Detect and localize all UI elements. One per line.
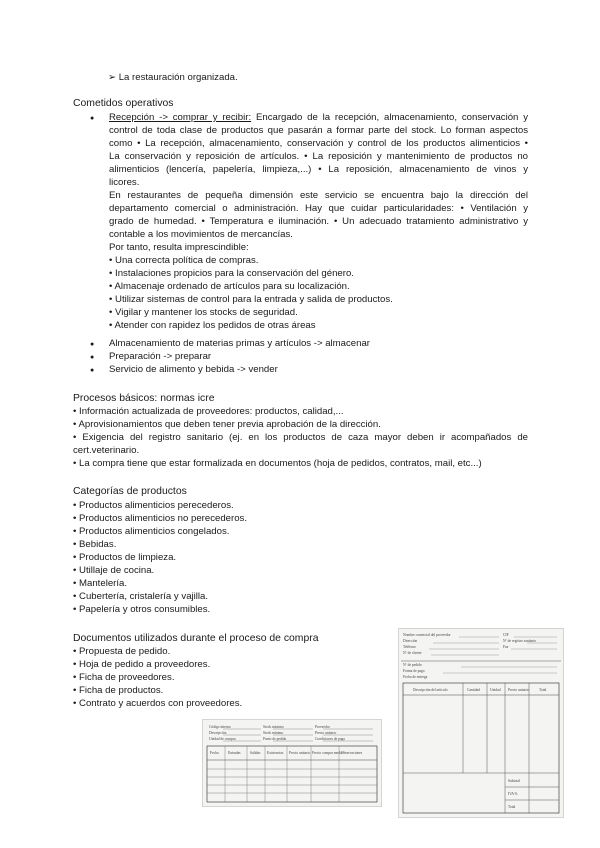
categoria-item: • Productos alimenticios no perecederos. bbox=[73, 513, 248, 524]
form-field-label: Unidad de compra bbox=[209, 737, 236, 741]
bullet-marker: ● bbox=[90, 115, 95, 122]
bullet-marker: ● bbox=[90, 354, 95, 361]
totals-label: IVA % bbox=[508, 792, 518, 796]
scanned-order-sheet-image bbox=[398, 628, 564, 818]
product-card-drawing bbox=[203, 720, 381, 806]
recepcion-item bbox=[109, 111, 528, 332]
imprescindible-intro: Por tanto, resulta imprescindible: bbox=[109, 242, 249, 253]
pequena-dimension-line-1: En restaurantes de pequeña dimensión este servicio se encuentra bajo la dirección del bbox=[109, 190, 528, 201]
table-column-header: Existencias bbox=[267, 751, 284, 755]
documento-item: • Ficha de proveedores. bbox=[73, 672, 175, 683]
bullet-marker: ● bbox=[90, 367, 95, 374]
documento-item: • Contrato y acuerdos con proveedores. bbox=[73, 698, 243, 709]
form-field-label: Nº de registro sanitario bbox=[503, 639, 537, 643]
categoria-item: • Bebidas. bbox=[73, 539, 117, 550]
table-column-header: Total bbox=[539, 688, 547, 692]
form-field-label: Stock mínimo bbox=[263, 731, 284, 735]
top-list-item bbox=[108, 71, 238, 84]
totals-label: Total bbox=[508, 805, 516, 809]
procesos-line: • Información actualizada de proveedores: productos, calidad,... bbox=[73, 406, 344, 417]
arrow-marker: ➢ bbox=[108, 72, 117, 83]
form-field-label: Precio unitario bbox=[315, 731, 337, 735]
table-column-header: Observaciones bbox=[341, 751, 363, 755]
top-list-item-text: La restauración organizada. bbox=[118, 72, 238, 83]
recepcion-lead: Recepción -> comprar y recibir: bbox=[109, 112, 252, 123]
procesos-list bbox=[73, 405, 528, 470]
form-field-label: Stock máximo bbox=[263, 725, 284, 729]
procesos-line: • Aprovisionamientos que deben tener previa aprobación de la dirección. bbox=[73, 419, 381, 430]
categoria-item: • Papelería y otros consumibles. bbox=[73, 604, 211, 615]
form-field-label: Fecha de entrega bbox=[403, 675, 428, 679]
preparacion-item: Preparación -> preparar bbox=[109, 351, 212, 362]
form-field-label: Nº de cliente bbox=[403, 651, 422, 655]
recepcion-line-4: alimenticios (lencería, papelería, limpieza,...) • La reposición, almacenamiento de vinos y bbox=[109, 164, 528, 175]
form-field-label: CIF bbox=[503, 633, 509, 637]
recepcion-line-2: como • La recepción, almacenamiento, conservación y control de los productos alimenticios • bbox=[109, 138, 528, 149]
table-column-header: Unidad bbox=[490, 688, 501, 692]
documento-item: • Hoja de pedido a proveedores. bbox=[73, 659, 211, 670]
categoria-item: • Cubertería, cristalería y vajilla. bbox=[73, 591, 209, 602]
form-field-label: Descripción bbox=[209, 731, 227, 735]
pequena-dimension-line-2: departamento comercial o administración. Hay que cuidar particularidades: • Ventilación y bbox=[109, 203, 528, 214]
procesos-line: • Exigencia del registro sanitario (ej. en los productos de caza mayor deben ir acompañados de bbox=[73, 432, 528, 443]
recepcion-line-1: control de toda clase de productos que pasarán a formar parte del stock. Lo forman aspectos bbox=[109, 125, 528, 136]
totals-label: Subtotal bbox=[508, 779, 520, 783]
sub-list-item: • Atender con rapidez los pedidos de otras áreas bbox=[109, 320, 316, 331]
documentos-heading: Documentos utilizados durante el proceso de compra bbox=[73, 633, 319, 644]
categoria-item: • Mantelería. bbox=[73, 578, 128, 589]
recepcion-line-3: La conservación y reposición de artículos. • La reposición y mantenimiento de productos no bbox=[109, 151, 528, 162]
documento-item: • Ficha de productos. bbox=[73, 685, 164, 696]
categorias-heading: Categorías de productos bbox=[73, 486, 187, 497]
form-field-label: Nº de pedido bbox=[403, 663, 422, 667]
almacenamiento-item: Almacenamiento de materias primas y artículos -> almacenar bbox=[109, 338, 371, 349]
table-column-header: Entradas bbox=[228, 751, 241, 755]
procesos-line: • La compra tiene que estar formalizada en documentos (hoja de pedidos, contratos, mail, etc...) bbox=[73, 458, 482, 469]
form-field-label: Condiciones de pago bbox=[315, 737, 346, 741]
sub-list-item: • Una correcta política de compras. bbox=[109, 255, 259, 266]
sub-list-item: • Vigilar y mantener los stocks de seguridad. bbox=[109, 307, 298, 318]
form-field-label: Código interno bbox=[209, 725, 231, 729]
form-field-label: Nombre comercial del proveedor bbox=[403, 633, 451, 637]
table-column-header: Precio unitario bbox=[508, 688, 530, 692]
table-column-header: Precio compra medio bbox=[312, 751, 343, 755]
form-field-label: Fax bbox=[503, 645, 509, 649]
table-column-header: Cantidad bbox=[467, 688, 480, 692]
sub-list-item: • Instalaciones propicios para la conservación del género. bbox=[109, 268, 354, 279]
servicio-item: Servicio de alimento y bebida -> vender bbox=[109, 364, 278, 375]
procesos-line: cert.veterinario. bbox=[73, 445, 140, 456]
cometidos-heading: Cometidos operativos bbox=[73, 98, 174, 109]
documento-item: • Propuesta de pedido. bbox=[73, 646, 171, 657]
form-field-label: Punto de pedido bbox=[263, 737, 287, 741]
recepcion-lead-rest: Encargado de la recepción, almacenamiento, conservación y bbox=[255, 112, 528, 123]
categoria-item: • Utillaje de cocina. bbox=[73, 565, 155, 576]
form-field-label: Teléfono bbox=[403, 645, 416, 649]
table-column-header: Descripción del artículo bbox=[413, 688, 448, 692]
bullet-marker: ● bbox=[90, 341, 95, 348]
form-field-label: Dirección bbox=[403, 639, 418, 643]
table-column-header: Fecha bbox=[210, 751, 219, 755]
categoria-item: • Productos alimenticios perecederos. bbox=[73, 500, 234, 511]
pequena-dimension-line-3: grado de humedad. • Temperatura e iluminación. • Un adecuado tratamiento administrativo y bbox=[109, 216, 528, 227]
procesos-heading: Procesos básicos: normas icre bbox=[73, 393, 215, 404]
form-field-label: Proveedor bbox=[315, 725, 330, 729]
table-column-header: Precio unitario bbox=[289, 751, 311, 755]
scanned-product-card-image bbox=[202, 719, 382, 807]
order-sheet-drawing bbox=[399, 629, 563, 817]
categoria-item: • Productos alimenticios congelados. bbox=[73, 526, 230, 537]
table-column-header: Salidas bbox=[250, 751, 261, 755]
recepcion-line-5: licores. bbox=[109, 177, 140, 188]
categorias-list bbox=[73, 499, 528, 616]
categoria-item: • Productos de limpieza. bbox=[73, 552, 177, 563]
sub-list-item: • Utilizar sistemas de control para la entrada y salida de productos. bbox=[109, 294, 393, 305]
documentos-list bbox=[73, 645, 373, 710]
pequena-dimension-line-4: contable a los movimientos de mercancías. bbox=[109, 229, 293, 240]
sub-list-item: • Almacenaje ordenado de artículos para su localización. bbox=[109, 281, 350, 292]
form-field-label: Forma de pago bbox=[403, 669, 425, 673]
